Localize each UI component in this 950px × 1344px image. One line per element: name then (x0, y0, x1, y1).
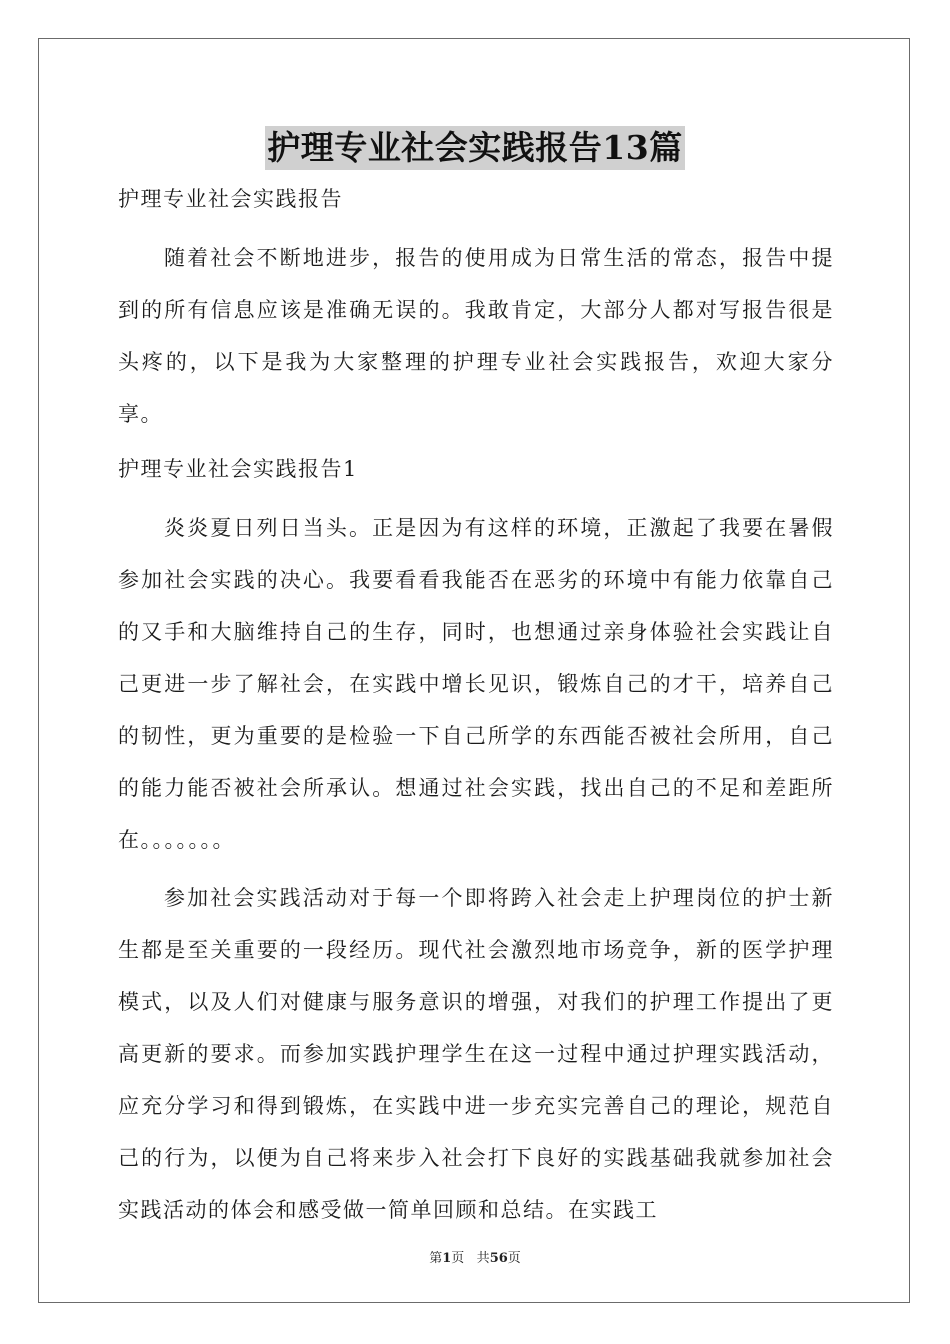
document-body (118, 180, 834, 1236)
body-paragraph: 炎炎夏日列日当头。正是因为有这样的环境，正激起了我要在暑假参加社会实践的决心。我要看看我能否在恶劣的环境中有能力依靠自己的又手和大脑维持自己的生存，同时，也想通过亲身体验社会实践让自己更进一步了解社会，在实践中增长见识，锻炼自己的才干，培养自己的韧性，更为重要的是检验一下自己所学的东西能否被社会所用，自己的能力能否被社会所承认。想通过社会实践，找出自己的不足和差距所在。。。。。。。 (118, 516, 834, 852)
page-prefix: 第 (429, 1251, 443, 1266)
total-prefix: 共 (476, 1251, 490, 1266)
section-heading: 护理专业社会实践报告1 (118, 457, 358, 481)
intro-paragraph: 随着社会不断地进步，报告的使用成为日常生活的常态，报告中提到的所有信息应该是准确无误的。我敢肯定，大部分人都对写报告很是头疼的，以下是我为大家整理的护理专业社会实践报告，欢迎大家分享。 (118, 246, 834, 426)
title-container (0, 126, 950, 170)
document-title: 护理专业社会实践报告13篇 (265, 126, 684, 170)
document-subtitle: 护理专业社会实践报告 (118, 187, 343, 211)
page-footer (0, 1247, 950, 1266)
page-suffix: 页 (451, 1251, 465, 1266)
total-suffix: 页 (507, 1251, 521, 1266)
page-number: 1 (442, 1251, 452, 1266)
body-paragraph: 参加社会实践活动对于每一个即将跨入社会走上护理岗位的护士新生都是至关重要的一段经历。现代社会激烈地市场竞争，新的医学护理模式，以及人们对健康与服务意识的增强，对我们的护理工作提出了更高更新的要求。而参加实践护理学生在这一过程中通过护理实践活动，应充分学习和得到锻炼，在实践中进一步充实完善自己的理论，规范自己的行为，以便为自己将来步入社会打下良好的实践基础我就参加社会实践活动的体会和感受做一简单回顾和总结。在实践工 (118, 886, 834, 1222)
total-pages: 56 (489, 1251, 508, 1266)
